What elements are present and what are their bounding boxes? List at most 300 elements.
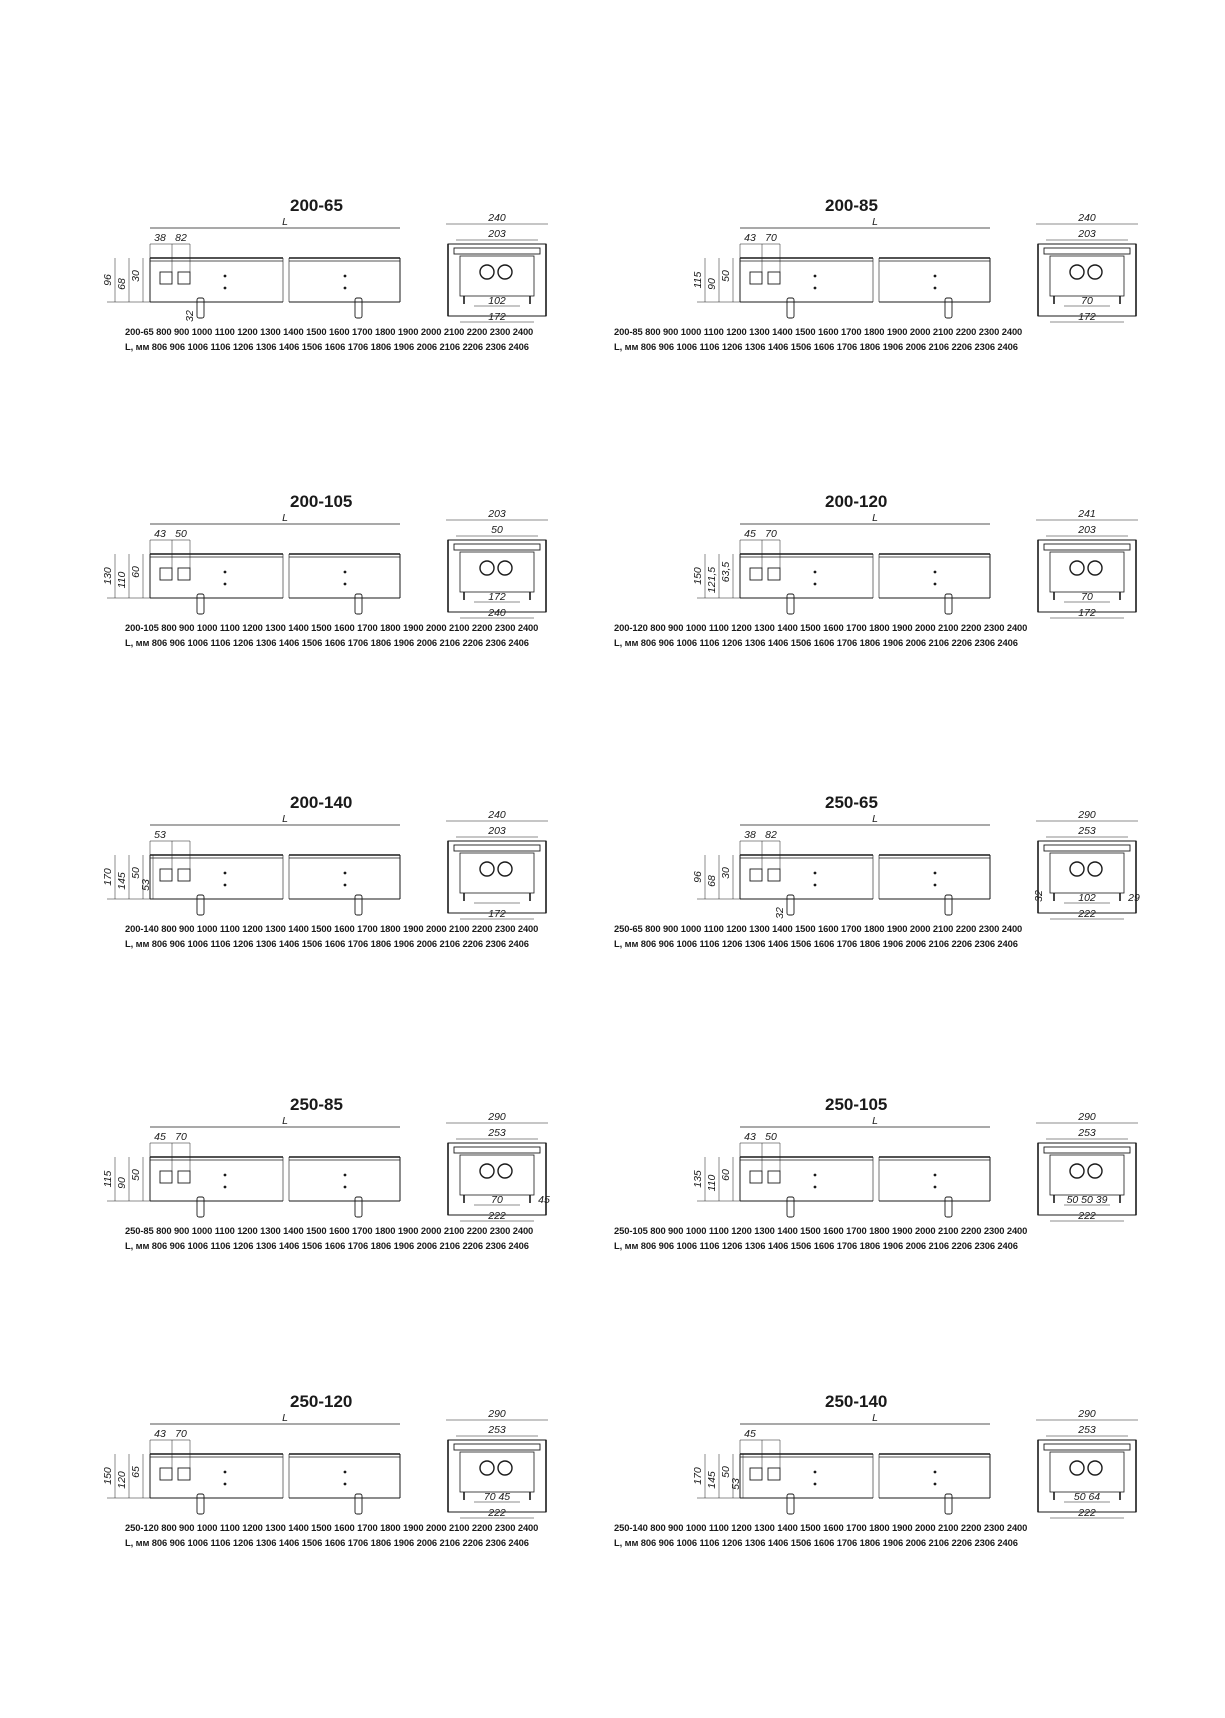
- dim-offset-label: 53: [154, 829, 166, 841]
- pipe-circle-1: [1070, 265, 1084, 279]
- mount-hole: [814, 275, 817, 278]
- dim-inner-width: 253: [1078, 1424, 1096, 1436]
- break-gap: [283, 1452, 289, 1502]
- mount-hole: [814, 884, 817, 887]
- dim-pipe-label: 32: [184, 310, 196, 322]
- pipe-circle-2: [498, 561, 512, 575]
- pipe-circle-2: [498, 265, 512, 279]
- mount-hole: [224, 583, 227, 586]
- dim-inner-width: 50: [491, 524, 503, 536]
- tray-outline: [1050, 552, 1124, 592]
- dim-height-label: 63,5: [720, 561, 732, 583]
- pipe-square-1: [750, 869, 762, 881]
- dim-height-label: 170: [102, 868, 114, 886]
- mount-hole: [224, 1471, 227, 1474]
- pipe-circle-2: [1088, 1461, 1102, 1475]
- spec-row-length: L, мм 806 906 1006 1106 1206 1306 1406 1506 1606 1706 1806 1906 2006 2106 2206 2306 2406: [614, 938, 1018, 949]
- length-spec-table: [614, 1520, 1027, 1550]
- bracket-right: [945, 1197, 952, 1217]
- dim-height-label: 121,5: [706, 566, 718, 594]
- bracket-right: [945, 298, 952, 318]
- pipe-circle-2: [1088, 1164, 1102, 1178]
- panel-250-105: [600, 1095, 1212, 1395]
- break-gap: [283, 853, 289, 903]
- panel-250-120: [10, 1392, 622, 1692]
- mount-hole: [814, 287, 817, 290]
- spec-row-length: L, мм 806 906 1006 1106 1206 1306 1406 1506 1606 1706 1806 1906 2006 2106 2206 2306 2406: [614, 637, 1018, 648]
- dim-bottom-1: 70 45: [483, 1491, 511, 1503]
- break-gap: [873, 1155, 879, 1205]
- pipe-circle-1: [480, 1461, 494, 1475]
- dim-height-label: 30: [130, 270, 142, 282]
- length-label: L: [872, 1412, 878, 1424]
- dim-inner-width: 203: [488, 825, 506, 837]
- spec-row-model: 200-120 800 900 1000 1100 1200 1300 1400 1500 1600 1700 1800 1900 2000 2100 2200 2300 2400: [614, 622, 1028, 633]
- mount-hole: [224, 287, 227, 290]
- panel-title: 250-140: [825, 1392, 888, 1411]
- dim-spacing-label: 70: [765, 232, 777, 244]
- panel-200-65: [10, 196, 622, 496]
- length-spec-table: [614, 921, 1022, 951]
- dim-offset-label: 45: [744, 1428, 756, 1440]
- dim-bottom-2: 172: [1078, 607, 1096, 619]
- tray-outline: [460, 1155, 534, 1195]
- pipe-square-2: [768, 1468, 780, 1480]
- side-view-diagram: [692, 512, 1055, 624]
- dim-height-label: 65: [130, 1466, 142, 1478]
- mount-hole: [934, 1174, 937, 1177]
- break-gap: [873, 1452, 879, 1502]
- side-view-diagram: [102, 1115, 465, 1227]
- pipe-square-2: [178, 272, 190, 284]
- side-view-diagram: [102, 1412, 465, 1524]
- end-view-diagram: [440, 811, 555, 921]
- tray-outline: [460, 256, 534, 296]
- spec-row-length: L, мм 806 906 1006 1106 1206 1306 1406 1506 1606 1706 1806 1906 2006 2106 2206 2306 2406: [614, 341, 1018, 352]
- dim-height-label: 150: [102, 1467, 114, 1485]
- pipe-circle-2: [1088, 561, 1102, 575]
- dim-offset-label: 43: [744, 1131, 756, 1143]
- mount-hole: [814, 1483, 817, 1486]
- tray-outline: [460, 552, 534, 592]
- pipe-square-2: [178, 1468, 190, 1480]
- pipe-square-1: [750, 272, 762, 284]
- panel-250-65: [600, 793, 1212, 1093]
- dim-bottom-1: 102: [1078, 892, 1096, 904]
- grille: [1044, 1444, 1130, 1450]
- dim-height-label: 110: [116, 571, 128, 589]
- end-view-diagram: [1030, 510, 1145, 620]
- end-body-outline: [448, 841, 546, 913]
- length-spec-table: [614, 324, 1022, 354]
- dim-height-label: 60: [720, 1169, 732, 1181]
- dim-height-label: 53: [140, 879, 152, 891]
- dim-offset-label: 43: [154, 1428, 166, 1440]
- dim-height-label: 120: [116, 1471, 128, 1489]
- dim-extra: 29: [1128, 892, 1140, 904]
- length-spec-table: [614, 620, 1027, 650]
- panel-200-105: [10, 492, 622, 792]
- mount-hole: [934, 275, 937, 278]
- mount-hole: [814, 583, 817, 586]
- dim-height-label: 130: [102, 567, 114, 585]
- dim-bottom-2: 172: [488, 311, 506, 323]
- panel-250-85: [10, 1095, 622, 1395]
- side-view-diagram: [102, 813, 465, 925]
- dim-outer-width: 203: [488, 508, 506, 520]
- length-label: L: [282, 1412, 288, 1424]
- bracket-right: [945, 594, 952, 614]
- pipe-circle-1: [480, 862, 494, 876]
- dim-bottom-2: 222: [1078, 1507, 1096, 1519]
- grille: [1044, 248, 1130, 254]
- spec-row-model: 200-105 800 900 1000 1100 1200 1300 1400 1500 1600 1700 1800 1900 2000 2100 2200 2300 2400: [125, 622, 539, 633]
- length-label: L: [872, 813, 878, 825]
- dim-offset-label: 43: [744, 232, 756, 244]
- length-label: L: [872, 512, 878, 524]
- pipe-circle-1: [1070, 1164, 1084, 1178]
- mount-hole: [814, 1186, 817, 1189]
- dim-height-label: 90: [116, 1177, 128, 1189]
- pipe-square-2: [178, 1171, 190, 1183]
- pipe-square-1: [750, 568, 762, 580]
- bracket-left: [787, 895, 794, 915]
- tray-outline: [1050, 1452, 1124, 1492]
- dim-inner-width: 203: [1078, 524, 1096, 536]
- dim-extra: 45: [538, 1194, 550, 1206]
- dim-inner-width: 253: [488, 1127, 506, 1139]
- dim-height-label: 53: [730, 1478, 742, 1490]
- dim-bottom-1: 70: [491, 1194, 503, 1206]
- dim-spacing-label: 50: [765, 1131, 777, 1143]
- spec-row-length: L, мм 806 906 1006 1106 1206 1306 1406 1506 1606 1706 1806 1906 2006 2106 2206 2306 2406: [614, 1537, 1018, 1548]
- dim-bottom-1: 70: [1081, 591, 1093, 603]
- side-view-diagram: [692, 1115, 1055, 1227]
- spec-row-model: 200-85 800 900 1000 1100 1200 1300 1400 1500 1600 1700 1800 1900 2000 2100 2200 2300 2400: [614, 326, 1023, 337]
- dim-outer-width: 240: [488, 809, 506, 821]
- end-view-diagram: [1030, 1113, 1145, 1223]
- dim-bottom-2: 222: [1078, 908, 1096, 920]
- tray-outline: [460, 853, 534, 893]
- break-gap: [873, 552, 879, 602]
- side-view-diagram: [692, 813, 1055, 925]
- dim-outer-width: 240: [488, 212, 506, 224]
- pipe-square-1: [750, 1171, 762, 1183]
- dim-spacing-label: 70: [175, 1428, 187, 1440]
- dim-height-label: 50: [130, 867, 142, 879]
- dim-spacing-label: 70: [765, 528, 777, 540]
- mount-hole: [814, 872, 817, 875]
- mount-hole: [224, 571, 227, 574]
- dim-offset-label: 38: [744, 829, 756, 841]
- pipe-circle-2: [498, 1461, 512, 1475]
- panel-title: 200-105: [290, 492, 353, 511]
- dim-offset-label: 43: [154, 528, 166, 540]
- dim-offset-label: 45: [744, 528, 756, 540]
- dim-bottom-1: 172: [488, 591, 506, 603]
- grille: [454, 248, 540, 254]
- spec-row-model: 200-140 800 900 1000 1100 1200 1300 1400 1500 1600 1700 1800 1900 2000 2100 2200 2300 2400: [125, 923, 539, 934]
- mount-hole: [934, 1483, 937, 1486]
- dim-height-label: 96: [692, 871, 704, 883]
- pipe-square-2: [768, 1171, 780, 1183]
- dim-inner-width: 203: [1078, 228, 1096, 240]
- dim-end-pipe: 32: [1033, 890, 1045, 902]
- dim-bottom-2: 172: [1078, 311, 1096, 323]
- dim-height-label: 68: [116, 278, 128, 290]
- dim-outer-width: 290: [488, 1408, 506, 1420]
- spec-row-length: L, мм 806 906 1006 1106 1206 1306 1406 1506 1606 1706 1806 1906 2006 2106 2206 2306 2406: [125, 938, 529, 949]
- panel-title: 200-120: [825, 492, 888, 511]
- dim-height-label: 135: [692, 1170, 704, 1188]
- bracket-left: [197, 895, 204, 915]
- bracket-left: [787, 298, 794, 318]
- panel-title: 250-105: [825, 1095, 888, 1114]
- tray-outline: [1050, 853, 1124, 893]
- bracket-right: [355, 594, 362, 614]
- dim-bottom-1: 70: [1081, 295, 1093, 307]
- length-label: L: [282, 216, 288, 228]
- end-view-diagram: [1030, 811, 1145, 921]
- spec-row-model: 250-120 800 900 1000 1100 1200 1300 1400 1500 1600 1700 1800 1900 2000 2100 2200 2300 2400: [125, 1522, 539, 1533]
- end-view-diagram: [440, 510, 555, 620]
- mount-hole: [344, 1174, 347, 1177]
- spec-row-model: 250-85 800 900 1000 1100 1200 1300 1400 1500 1600 1700 1800 1900 2000 2100 2200 2300 2400: [125, 1225, 534, 1236]
- dim-height-label: 115: [102, 1170, 114, 1188]
- dim-spacing-label: 50: [175, 528, 187, 540]
- grille: [454, 1444, 540, 1450]
- mount-hole: [934, 1471, 937, 1474]
- length-spec-table: [125, 921, 538, 951]
- panel-title: 250-65: [825, 793, 878, 812]
- tray-outline: [1050, 1155, 1124, 1195]
- pipe-circle-1: [1070, 862, 1084, 876]
- panel-title: 250-85: [290, 1095, 343, 1114]
- dim-height-label: 68: [706, 875, 718, 887]
- length-label: L: [282, 512, 288, 524]
- grille: [1044, 845, 1130, 851]
- panel-200-140: [10, 793, 622, 1093]
- break-gap: [873, 853, 879, 903]
- panel-200-120: [600, 492, 1212, 792]
- spec-row-length: L, мм 806 906 1006 1106 1206 1306 1406 1506 1606 1706 1806 1906 2006 2106 2206 2306 2406: [125, 341, 529, 352]
- spec-row-length: L, мм 806 906 1006 1106 1206 1306 1406 1506 1606 1706 1806 1906 2006 2106 2206 2306 2406: [614, 1240, 1018, 1251]
- pipe-square-1: [160, 1171, 172, 1183]
- tray-outline: [1050, 256, 1124, 296]
- length-label: L: [872, 1115, 878, 1127]
- bracket-left: [787, 594, 794, 614]
- panel-title: 250-120: [290, 1392, 353, 1411]
- mount-hole: [224, 884, 227, 887]
- panel-200-85: [600, 196, 1212, 496]
- length-spec-table: [125, 1223, 533, 1253]
- spec-row-model: 250-140 800 900 1000 1100 1200 1300 1400 1500 1600 1700 1800 1900 2000 2100 2200 2300 2400: [614, 1522, 1028, 1533]
- bracket-left: [197, 1494, 204, 1514]
- panel-title: 200-140: [290, 793, 353, 812]
- end-view-diagram: [440, 1410, 555, 1520]
- end-view-diagram: [440, 214, 555, 324]
- dim-outer-width: 290: [488, 1111, 506, 1123]
- pipe-square-2: [178, 568, 190, 580]
- mount-hole: [224, 275, 227, 278]
- length-label: L: [872, 216, 878, 228]
- dim-bottom-2: 240: [488, 607, 506, 619]
- break-gap: [873, 256, 879, 306]
- dim-offset-label: 45: [154, 1131, 166, 1143]
- side-view-diagram: [102, 216, 465, 328]
- length-spec-table: [125, 620, 538, 650]
- dim-height-label: 60: [130, 566, 142, 578]
- dim-spacing-label: 82: [175, 232, 187, 244]
- dim-height-label: 145: [706, 1471, 718, 1489]
- length-label: L: [282, 1115, 288, 1127]
- grille: [454, 845, 540, 851]
- length-spec-table: [125, 1520, 538, 1550]
- pipe-square-1: [750, 1468, 762, 1480]
- dim-height-label: 50: [720, 270, 732, 282]
- length-label: L: [282, 813, 288, 825]
- end-view-diagram: [440, 1113, 555, 1223]
- bracket-right: [945, 1494, 952, 1514]
- dim-bottom-2: 222: [1078, 1210, 1096, 1222]
- dim-outer-width: 241: [1078, 508, 1096, 520]
- dim-height-label: 96: [102, 274, 114, 286]
- dim-inner-width: 253: [1078, 825, 1096, 837]
- side-view-diagram: [692, 1412, 1055, 1524]
- dim-height-label: 90: [706, 278, 718, 290]
- mount-hole: [814, 1174, 817, 1177]
- dim-height-label: 50: [130, 1169, 142, 1181]
- bracket-left: [787, 1197, 794, 1217]
- pipe-circle-1: [1070, 561, 1084, 575]
- spec-row-length: L, мм 806 906 1006 1106 1206 1306 1406 1506 1606 1706 1806 1906 2006 2106 2206 2306 2406: [125, 1537, 529, 1548]
- pipe-circle-2: [1088, 862, 1102, 876]
- mount-hole: [934, 1186, 937, 1189]
- dim-offset-label: 38: [154, 232, 166, 244]
- pipe-square-2: [768, 568, 780, 580]
- pipe-square-2: [768, 272, 780, 284]
- dim-height-label: 110: [706, 1174, 718, 1192]
- bracket-left: [197, 1197, 204, 1217]
- dim-bottom-1: 50 50 39: [1066, 1194, 1108, 1206]
- bracket-left: [197, 594, 204, 614]
- dim-spacing-label: 82: [765, 829, 777, 841]
- pipe-circle-2: [1088, 265, 1102, 279]
- pipe-square-2: [768, 869, 780, 881]
- tray-outline: [460, 1452, 534, 1492]
- length-spec-table: [125, 324, 533, 354]
- dim-bottom-2: 172: [488, 908, 506, 920]
- mount-hole: [934, 872, 937, 875]
- pipe-circle-1: [1070, 1461, 1084, 1475]
- mount-hole: [814, 1471, 817, 1474]
- panel-250-140: [600, 1392, 1212, 1692]
- end-view-diagram: [1030, 1410, 1145, 1520]
- grille: [454, 544, 540, 550]
- mount-hole: [344, 1483, 347, 1486]
- bracket-left: [197, 298, 204, 318]
- grille: [1044, 544, 1130, 550]
- spec-row-model: 250-65 800 900 1000 1100 1200 1300 1400 1500 1600 1700 1800 1900 2000 2100 2200 2300 2400: [614, 923, 1023, 934]
- dim-spacing-label: 70: [175, 1131, 187, 1143]
- mount-hole: [344, 1186, 347, 1189]
- dim-height-label: 170: [692, 1467, 704, 1485]
- mount-hole: [934, 287, 937, 290]
- bracket-right: [355, 895, 362, 915]
- length-spec-table: [614, 1223, 1027, 1253]
- mount-hole: [344, 1471, 347, 1474]
- mount-hole: [934, 884, 937, 887]
- mount-hole: [934, 571, 937, 574]
- mount-hole: [344, 884, 347, 887]
- dim-height-label: 30: [720, 867, 732, 879]
- pipe-circle-2: [498, 862, 512, 876]
- grille: [1044, 1147, 1130, 1153]
- mount-hole: [934, 583, 937, 586]
- spec-row-length: L, мм 806 906 1006 1106 1206 1306 1406 1506 1606 1706 1806 1906 2006 2106 2206 2306 2406: [125, 637, 529, 648]
- dim-bottom-1: 50 64: [1073, 1491, 1101, 1503]
- mount-hole: [344, 275, 347, 278]
- mount-hole: [344, 571, 347, 574]
- spec-row-model: 250-105 800 900 1000 1100 1200 1300 1400 1500 1600 1700 1800 1900 2000 2100 2200 2300 2400: [614, 1225, 1028, 1236]
- dim-bottom-1: 102: [488, 295, 506, 307]
- pipe-square-1: [160, 568, 172, 580]
- break-gap: [283, 1155, 289, 1205]
- dim-inner-width: 203: [488, 228, 506, 240]
- pipe-circle-1: [480, 1164, 494, 1178]
- dim-inner-width: 253: [1078, 1127, 1096, 1139]
- dim-bottom-2: 222: [488, 1210, 506, 1222]
- dim-outer-width: 290: [1078, 1408, 1096, 1420]
- dim-pipe-label: 32: [774, 907, 786, 919]
- bracket-left: [787, 1494, 794, 1514]
- panel-title: 200-85: [825, 196, 878, 215]
- mount-hole: [224, 1174, 227, 1177]
- bracket-right: [355, 1197, 362, 1217]
- break-gap: [283, 256, 289, 306]
- spec-row-model: 200-65 800 900 1000 1100 1200 1300 1400 1500 1600 1700 1800 1900 2000 2100 2200 2300 2400: [125, 326, 534, 337]
- pipe-circle-1: [480, 561, 494, 575]
- dim-bottom-2: 222: [488, 1507, 506, 1519]
- spec-row-length: L, мм 806 906 1006 1106 1206 1306 1406 1506 1606 1706 1806 1906 2006 2106 2206 2306 2406: [125, 1240, 529, 1251]
- panel-title: 200-65: [290, 196, 343, 215]
- grille: [454, 1147, 540, 1153]
- pipe-square-1: [160, 272, 172, 284]
- mount-hole: [344, 287, 347, 290]
- dim-inner-width: 253: [488, 1424, 506, 1436]
- bracket-right: [945, 895, 952, 915]
- bracket-right: [355, 1494, 362, 1514]
- dim-outer-width: 240: [1078, 212, 1096, 224]
- pipe-circle-2: [498, 1164, 512, 1178]
- mount-hole: [814, 571, 817, 574]
- dim-outer-width: 290: [1078, 1111, 1096, 1123]
- end-view-diagram: [1030, 214, 1145, 324]
- bracket-right: [355, 298, 362, 318]
- dim-height-label: 150: [692, 567, 704, 585]
- dim-height-label: 145: [116, 872, 128, 890]
- side-view-diagram: [692, 216, 1055, 328]
- pipe-square-2: [178, 869, 190, 881]
- pipe-square-1: [160, 1468, 172, 1480]
- pipe-square-1: [160, 869, 172, 881]
- dim-height-label: 50: [720, 1466, 732, 1478]
- mount-hole: [224, 1186, 227, 1189]
- mount-hole: [344, 872, 347, 875]
- side-view-diagram: [102, 512, 465, 624]
- mount-hole: [224, 872, 227, 875]
- break-gap: [283, 552, 289, 602]
